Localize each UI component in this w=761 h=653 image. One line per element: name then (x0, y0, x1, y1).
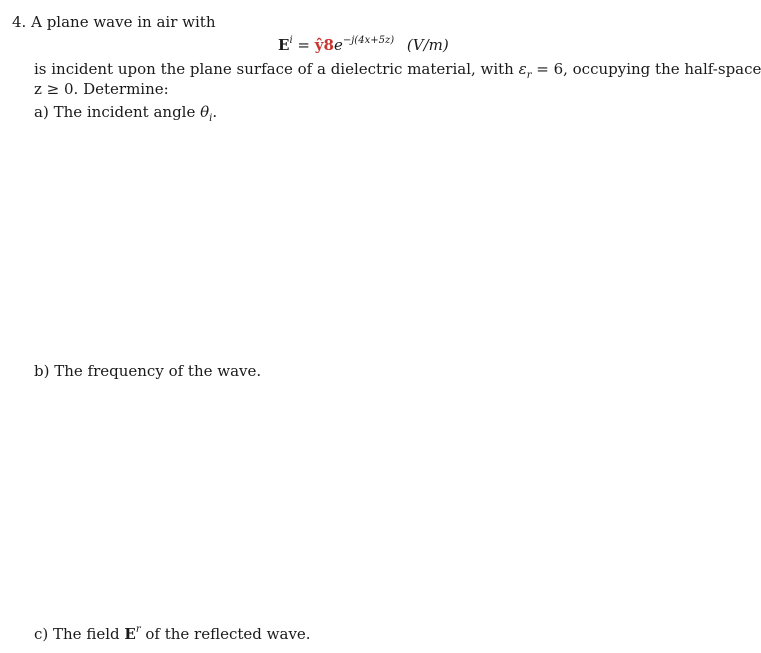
part-c (34, 620, 311, 644)
part-a-label: a) The incident angle (34, 103, 201, 121)
theta-symbol: θ (200, 103, 210, 121)
part-b (34, 361, 261, 381)
exp-base: e (333, 36, 343, 54)
theta-subscript: i (209, 113, 213, 124)
field-symbol: E (278, 36, 290, 54)
exponent: −j(4x+5z) (342, 35, 395, 46)
part-a (34, 102, 217, 129)
reflected-field-superscript: r (135, 624, 141, 635)
problem-intro: A plane wave in air with (31, 13, 216, 31)
incident-field-equation (278, 31, 449, 55)
equals-sign: = (297, 36, 310, 54)
field-units: (V/m) (406, 36, 449, 54)
field-superscript: i (289, 35, 293, 46)
continuation-line-2 (34, 79, 169, 99)
part-c-label-a: c) The field (34, 625, 125, 643)
problem-intro-line (12, 12, 215, 32)
determine-text: z ≥ 0. Determine: (34, 80, 169, 98)
epsilon-subscript: r (526, 70, 532, 81)
part-a-end: . (212, 103, 218, 121)
continuation-text-a: is incident upon the plane surface of a dielectric material, with (34, 60, 519, 78)
epsilon-symbol: ε (518, 60, 527, 78)
problem-number: 4. (12, 13, 27, 31)
unit-vector-amplitude: ŷ8 (314, 36, 334, 54)
continuation-text-b: = 6, occupying the half-space (531, 60, 761, 78)
part-b-label: b) The frequency of the wave. (34, 362, 262, 380)
reflected-field-symbol: E (124, 625, 136, 643)
part-c-label-b: of the reflected wave. (140, 625, 311, 643)
